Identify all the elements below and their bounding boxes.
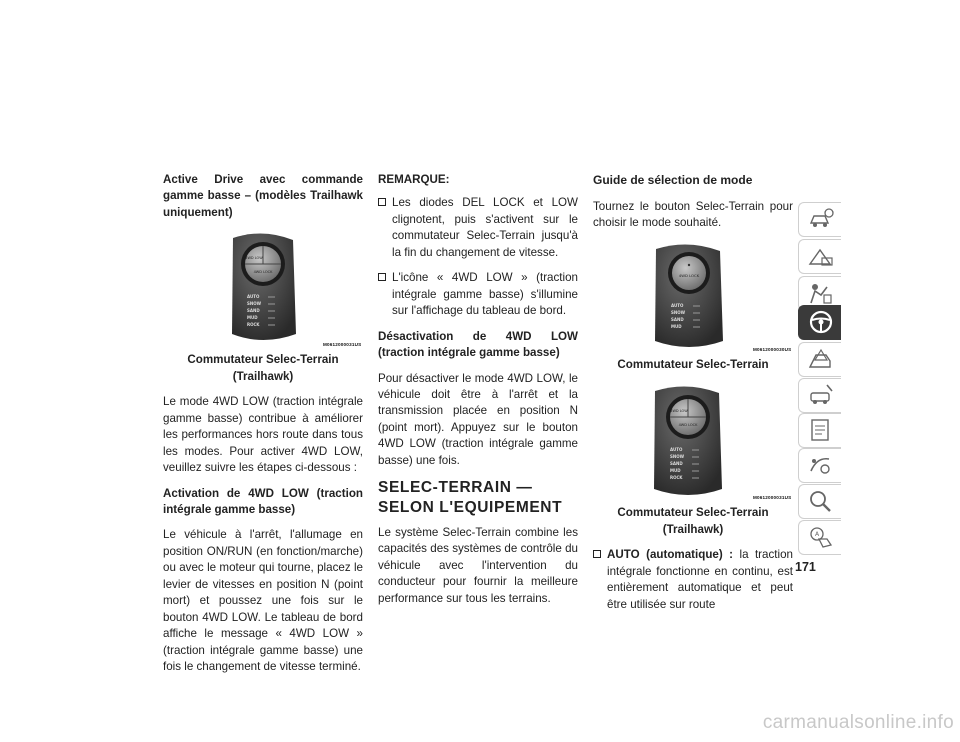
figure-code: M0612000031US — [753, 495, 792, 501]
fig1-btn-top: 4WD LOW — [245, 256, 263, 261]
paragraph: Pour désactiver le mode 4WD LOW, le véhicule doit être à l'arrêt et la transmission placée en position N (point mort). Appuyez sur le bouton 4WD LOW (traction intégrale gamme basse) une fois. — [378, 371, 578, 467]
search-icon — [807, 489, 835, 513]
fig1-mode-3: SAND — [247, 308, 260, 314]
checkbox-bullet-icon — [593, 550, 601, 558]
selec-terrain-trailhawk-image-2 — [593, 383, 793, 501]
fig1-mode-5: ROCK — [247, 322, 260, 328]
tab-service[interactable] — [798, 378, 841, 413]
bullet-item — [593, 547, 793, 613]
fig1-mode-4: MUD — [247, 315, 258, 321]
fig1-mode-2: SNOW — [247, 301, 262, 307]
dashboard-icon — [807, 244, 835, 268]
column-1 — [163, 172, 363, 685]
tab-car-info[interactable] — [798, 202, 841, 237]
multimedia-icon — [807, 453, 835, 477]
selec-terrain-trailhawk-figure — [168, 230, 362, 348]
paragraph: Tournez le bouton Selec-Terrain pour choisir le mode souhaité. — [593, 200, 793, 230]
figure-caption: Commutateur Selec-Terrain (Trailhawk) — [187, 353, 339, 383]
figure-code: M0612000031US — [323, 342, 362, 348]
column-3 — [593, 172, 793, 622]
checkbox-bullet-icon — [378, 198, 386, 206]
fig3-btn-top: 4WD LOW — [670, 409, 688, 414]
fig3-mode-1: AUTO — [670, 447, 683, 453]
fig3-mode-5: ROCK — [670, 475, 683, 481]
warning-icon — [807, 347, 835, 371]
specifications-icon — [807, 418, 835, 442]
fig3-mode-4: MUD — [670, 468, 681, 474]
checkbox-bullet-icon — [378, 273, 386, 281]
tab-dashboard[interactable] — [798, 239, 841, 274]
bullet-label: AUTO (automatique) : — [607, 548, 734, 562]
tab-warning[interactable] — [798, 342, 841, 377]
bullet-item — [378, 195, 578, 261]
steering-wheel-icon — [807, 310, 835, 334]
figure-caption: Commutateur Selec-Terrain (Trailhawk) — [617, 506, 769, 536]
selec-terrain-figure — [593, 241, 793, 353]
footer-watermark: carmanualsonline.info — [762, 712, 954, 733]
fig2-mode-1: AUTO — [671, 302, 684, 308]
tab-multimedia[interactable] — [798, 448, 841, 483]
note-label: REMARQUE: — [378, 173, 450, 186]
page-number: 171 — [795, 560, 816, 574]
selec-terrain-image — [593, 241, 793, 353]
fig2-btn-mid: 4WD LOCK — [678, 272, 700, 278]
bullet-text: la traction intégrale fonctionne en continu, est entièrement automatique et peut être utilisée sur route — [607, 548, 793, 611]
fig3-mode-3: SAND — [670, 461, 683, 467]
fig3-btn-mid: 4WD LOCK — [678, 423, 698, 428]
car-info-icon — [807, 207, 835, 231]
fig1-btn-mid: 4WD LOCK — [253, 270, 273, 275]
figure-code: M0612000030US — [753, 346, 792, 352]
active-drive-heading: Active Drive avec commande gamme basse – (modèles Trailhawk uniquement) — [163, 173, 363, 219]
tab-language[interactable] — [798, 520, 841, 555]
tab-search[interactable] — [798, 484, 841, 519]
mode-guide-heading: Guide de sélection de mode — [593, 173, 753, 187]
bullet-text: Les diodes DEL LOCK et LOW clignotent, puis s'activent sur le commutateur Selec-Terrain jusqu'à la fin du changement de vitesse. — [392, 196, 578, 259]
fig3-mode-2: SNOW — [670, 454, 685, 460]
svg-text:A: A — [815, 531, 820, 538]
figure-caption: Commutateur Selec-Terrain — [617, 357, 769, 371]
bullet-item — [378, 270, 578, 319]
fig2-mode-3: SAND — [671, 316, 684, 322]
fig1-mode-1: AUTO — [247, 294, 260, 300]
paragraph: Le mode 4WD LOW (traction intégrale gamme basse) contribue à améliorer les performances hors route dans tous les modes. Pour activer 4WD LOW, veuillez suivre les étapes ci-dessous : — [163, 395, 363, 475]
activation-heading: Activation de 4WD LOW (traction intégrale gamme basse) — [163, 486, 363, 516]
paragraph: Le système Selec-Terrain combine les capacités des systèmes de contrôle du véhicule avec l'intervention du conducteur pour fournir la meilleure performance sur tous les terrains. — [378, 526, 578, 605]
paragraph: Le véhicule à l'arrêt, l'allumage en position ON/RUN (en fonction/marche) ou avec le moteur qui tourne, placez le levier de vitesses en position N (point mort) et poussez une fois sur le bouton 4WD LOW. Le tableau de bord affiche le message « 4WD LOW » (traction intégrale gamme basse) une fois le changement de vitesse terminé. — [163, 528, 363, 674]
selec-terrain-trailhawk-image — [168, 230, 358, 348]
selec-terrain-trailhawk-figure-2 — [593, 383, 793, 501]
tab-starting-operating[interactable] — [798, 305, 841, 340]
deactivation-heading: Désactivation de 4WD LOW (traction intégrale gamme basse) — [378, 329, 578, 360]
bullet-text: L'icône « 4WD LOW » (traction intégrale gamme basse) s'illumine sur l'affichage du tableau de bord. — [392, 271, 578, 318]
section-title: SELEC-TERRAIN — SELON L'EQUIPEMENT — [378, 479, 563, 516]
service-icon — [807, 383, 835, 407]
tab-specifications[interactable] — [798, 413, 841, 448]
column-2 — [378, 172, 578, 616]
fig2-mode-2: SNOW — [671, 309, 686, 315]
safety-icon — [807, 281, 835, 305]
language-icon — [807, 525, 835, 549]
fig2-mode-4: MUD — [671, 323, 682, 329]
